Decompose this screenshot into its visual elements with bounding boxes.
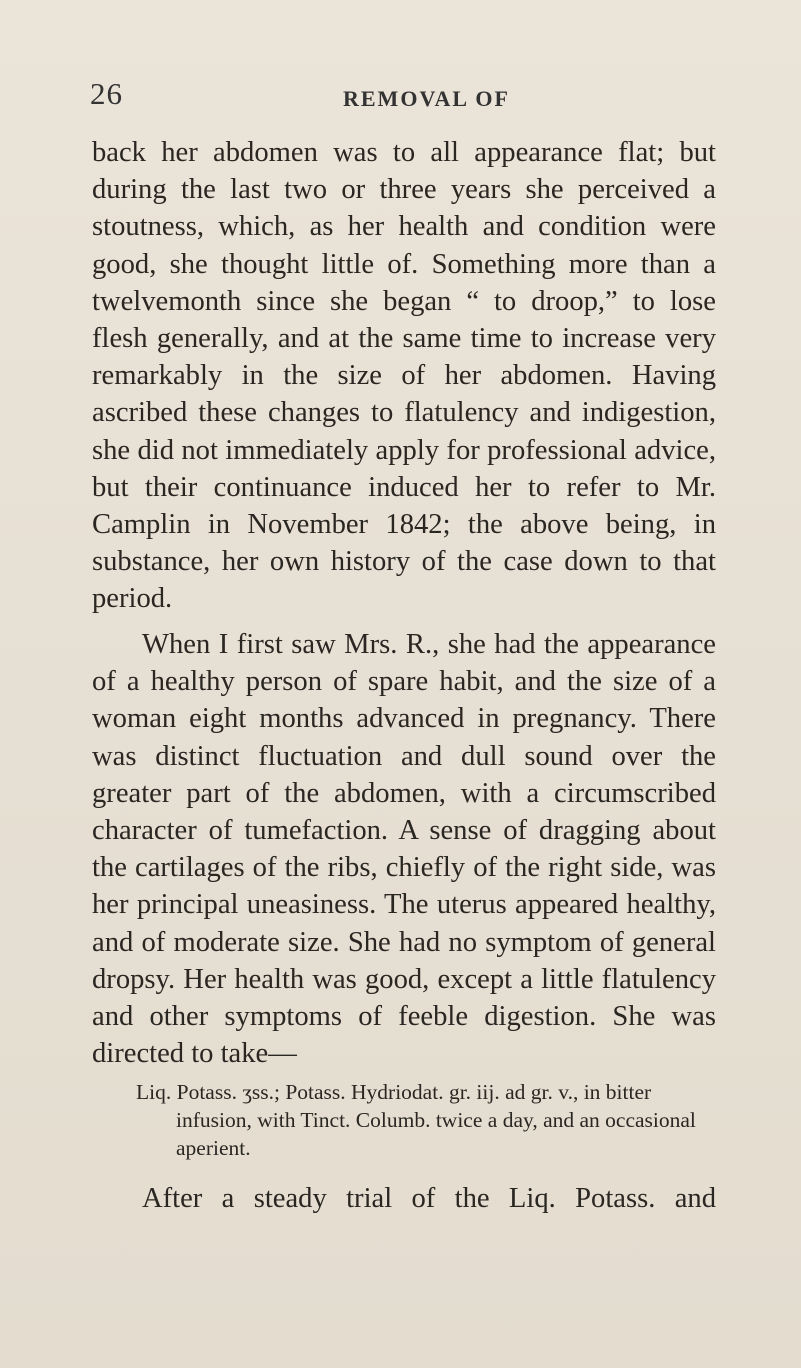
- paragraph-3: After a steady trial of the Liq. Potass. and: [142, 1183, 716, 1214]
- prescription-block: Liq. Potass. ʒss.; Potass. Hydriodat. gr. iij. ad gr. v., in bitter infusion, with Tinct. Columb. twice a day, and an occasional aperient.: [136, 1080, 696, 1160]
- page-number: 26: [90, 76, 123, 111]
- paragraph-1: back her abdomen was to all appearance flat; but during the last two or three years she perceived a stoutness, which, as her health and condition were good, she thought little of. Something more than a twelvemonth since she began “ to droop,” to lose flesh generally, and at the same time to increase very remarkably in the size of her abdomen. Having ascribed these changes to flatulency and indigestion, she did not immediately apply for professional advice, but their continuance induced her to refer to Mr. Camplin in November 1842; the above being, in substance, her own history of the case down to that period.: [92, 137, 716, 615]
- paragraph-2: When I first saw Mrs. R., she had the appearance of a healthy person of spare habit, and the size of a woman eight months advanced in pregnancy. There was distinct fluctuation and dull sound over the greater part of the abdomen, with a circumscribed character of tumefaction. A sense of dragging about the cartilages of the ribs, chiefly of the right side, was her principal uneasiness. The uterus appeared healthy, and of moderate size. She had no symptom of general dropsy. Her health was good, except a little flatulency and other symptoms of feeble digestion. She was directed to take—: [92, 629, 716, 1070]
- page-header: [0, 72, 801, 122]
- running-title: REMOVAL OF: [343, 86, 510, 111]
